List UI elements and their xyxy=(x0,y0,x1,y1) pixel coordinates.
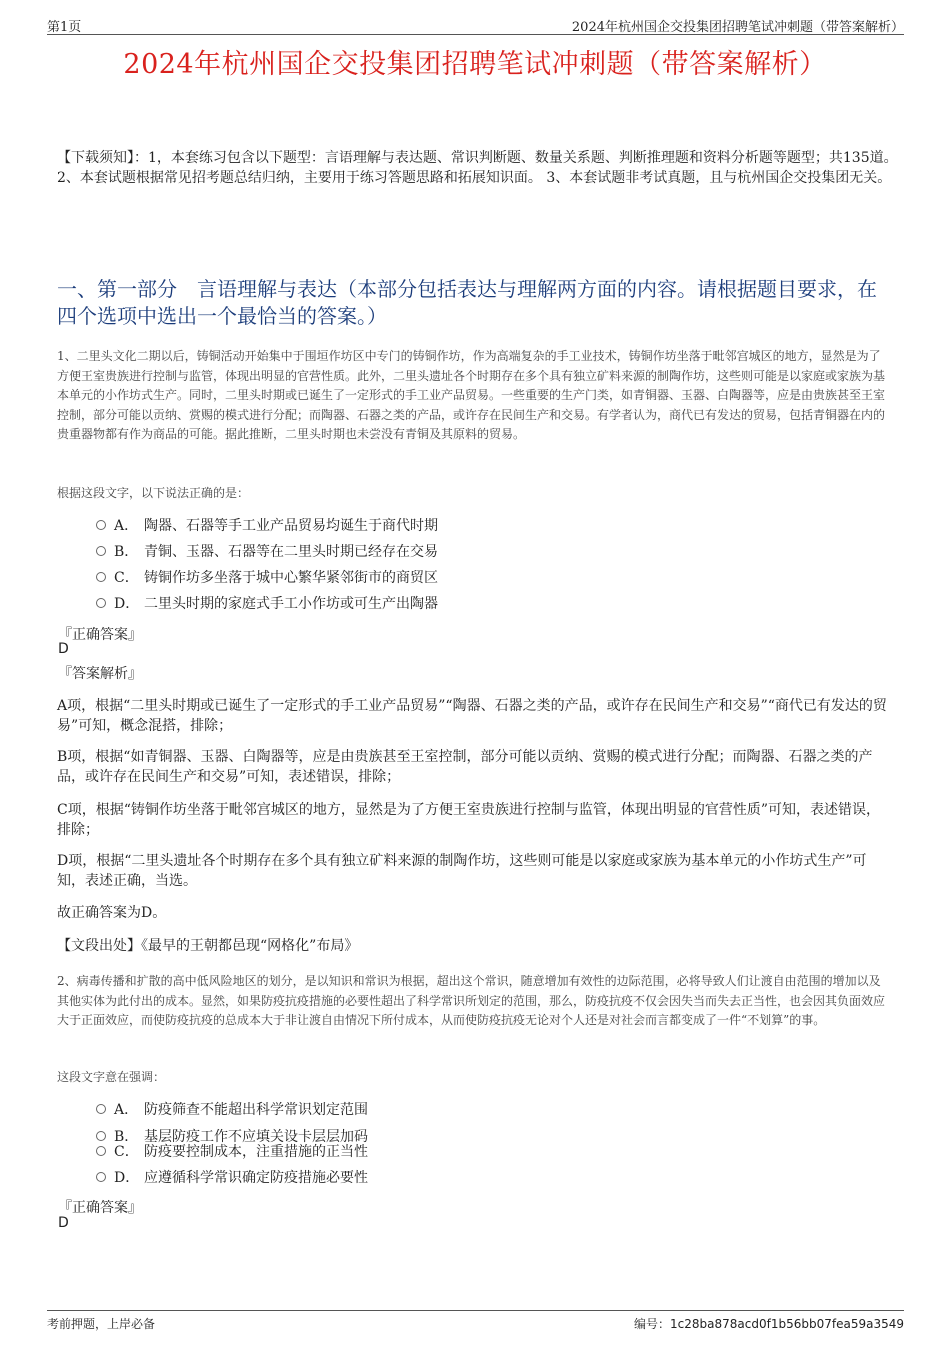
analysis-d: D项，根据“二里头遗址各个时期存在多个具有独立矿料来源的制陶作坊，这些则可能是以家庭或家族为基本单元的小作坊式生产”可知，表述正确，当选。 xyxy=(57,853,867,889)
radio-icon[interactable] xyxy=(96,598,106,608)
footer-code: 1c28ba878acd0f1b56bb07fea59a3549 xyxy=(670,1317,904,1331)
page-footer xyxy=(47,1310,904,1333)
header-doc-title: 2024年杭州国企交投集团招聘笔试冲刺题（带答案解析） xyxy=(571,20,904,35)
option-letter: B． xyxy=(114,1129,139,1145)
radio-icon[interactable] xyxy=(96,572,106,582)
option-text: 陶器、石器等手工业产品贸易均诞生于商代时期 xyxy=(144,518,438,534)
question-1-answer-label: 『正确答案』 xyxy=(58,627,142,643)
question-1-answer: D xyxy=(58,641,69,657)
question-2-option-d[interactable] xyxy=(96,1168,368,1188)
radio-icon[interactable] xyxy=(96,1131,106,1141)
download-notice: 【下载须知】：1，本套练习包含以下题型：言语理解与表达题、常识判断题、数量关系题、判断推理题和资料分析题等题型；共135道。 2、本套试题根据常见招考题总结归纳，主要用于练习答题思路和拓展知识面。 3、本套试题非考试真题，且与杭州国企交投集团无关。 xyxy=(57,150,898,186)
question-2-option-a[interactable] xyxy=(96,1100,368,1120)
page-header xyxy=(47,14,904,35)
option-text: 铸铜作坊多坐落于城中心繁华紧邻街市的商贸区 xyxy=(144,570,438,586)
footer-code-block xyxy=(634,1315,904,1332)
question-1-analysis-label: 『答案解析』 xyxy=(58,666,142,682)
option-text: 防疫筛查不能超出科学常识划定范围 xyxy=(144,1102,368,1118)
option-letter: C． xyxy=(114,570,139,586)
radio-icon[interactable] xyxy=(96,520,106,530)
option-letter: D． xyxy=(114,596,140,612)
question-2-text: 2、病毒传播和扩散的高中低风险地区的划分，是以知识和常识为根据，超出这个常识，随意增加有效性的边际范围，必将导致人们让渡自由范围的增加以及其他实体为此付出的成本。显然，如果防疫抗疫措施的必要性超出了科学常识所划定的范围，那么，防疫抗疫不仅会因失当而失去正当性，也会因其负面效应大于正面效应，而使防疫抗疫的总成本大于非让渡自由情况下所付成本，从而使防疫抗疫无论对个人还是对社会而言都变成了一件“不划算”的事。 xyxy=(57,974,886,1027)
radio-icon[interactable] xyxy=(96,1104,106,1114)
analysis-conclusion: 故正确答案为D。 xyxy=(57,905,167,921)
option-text: 防疫要控制成本，注重措施的正当性 xyxy=(144,1144,368,1160)
question-2-answer-label: 『正确答案』 xyxy=(58,1200,142,1216)
option-letter: A． xyxy=(114,1102,139,1118)
question-1-source: 【文段出处】《最早的王朝都邑现“网格化”布局》 xyxy=(57,938,359,954)
question-1-text: 1、二里头文化二期以后，铸铜活动开始集中于围垣作坊区中专门的铸铜作坊，作为高端复杂的手工业技术，铸铜作坊坐落于毗邻宫城区的地方，显然是为了方便王室贵族进行控制与监管，体现出明显的官营性质。此外，二里头遗址各个时期存在多个具有独立矿料来源的制陶作坊，这些则可能是以家庭或家族为基本单元的小作坊式生产。同时，二里头时期或已诞生了一定形式的手工业产品贸易。一些重要的生产门类，如青铜器、玉器、白陶器等，应是由贵族甚至王室控制，部分可能以贡纳、赏赐的模式进行分配；而陶器、石器之类的产品，或许存在民间生产和交易。有学者认为，商代已有发达的贸易，包括青铜器在内的贵重器物都有作为商品的可能。据此推断，二里头时期也未尝没有青铜及其原料的贸易。 xyxy=(57,349,886,441)
analysis-b: B项，根据“如青铜器、玉器、白陶器等，应是由贵族甚至王室控制，部分可能以贡纳、赏赐的模式进行分配；而陶器、石器之类的产品，或许存在民间生产和交易”可知，表述错误，排除； xyxy=(57,749,873,785)
radio-icon[interactable] xyxy=(96,1172,106,1182)
page-title: 2024年杭州国企交投集团招聘笔试冲刺题（带答案解析） xyxy=(123,49,827,80)
analysis-c: C项，根据“铸铜作坊坐落于毗邻宫城区的地方，显然是为了方便王室贵族进行控制与监管，体现出明显的官营性质”可知，表述错误，排除； xyxy=(57,802,881,838)
option-letter: D． xyxy=(114,1170,140,1186)
page-number: 第1页 xyxy=(47,20,82,35)
question-2-option-c[interactable] xyxy=(96,1142,368,1162)
question-2-prompt: 这段文字意在强调： xyxy=(57,1070,166,1084)
question-2-answer: D xyxy=(58,1215,69,1231)
radio-icon[interactable] xyxy=(96,1146,106,1156)
option-letter: A． xyxy=(114,518,139,534)
option-letter: C． xyxy=(114,1144,139,1160)
question-1-option-d[interactable] xyxy=(96,594,438,614)
option-text: 基层防疫工作不应填关设卡层层加码 xyxy=(144,1129,368,1145)
question-1-option-b[interactable] xyxy=(96,542,438,562)
footer-code-label: 编号： xyxy=(634,1317,671,1331)
question-1-option-c[interactable] xyxy=(96,568,438,588)
question-1-prompt: 根据这段文字，以下说法正确的是： xyxy=(57,486,250,500)
option-text: 二里头时期的家庭式手工小作坊或可生产出陶器 xyxy=(144,596,438,612)
option-letter: B． xyxy=(114,544,139,560)
option-text: 应遵循科学常识确定防疫措施必要性 xyxy=(144,1170,368,1186)
radio-icon[interactable] xyxy=(96,546,106,556)
question-1-option-a[interactable] xyxy=(96,516,438,536)
option-text: 青铜、玉器、石器等在二里头时期已经存在交易 xyxy=(144,544,438,560)
footer-slogan: 考前押题，上岸必备 xyxy=(47,1317,156,1331)
analysis-a: A项，根据“二里头时期或已诞生了一定形式的手工业产品贸易”“陶器、石器之类的产品，或许存在民间生产和交易”“商代已有发达的贸易”可知，概念混搭，排除； xyxy=(57,698,887,734)
section-title: 一、第一部分 言语理解与表达（本部分包括表达与理解两方面的内容。请根据题目要求，在四个选项中选出一个最恰当的答案。） xyxy=(57,277,877,328)
